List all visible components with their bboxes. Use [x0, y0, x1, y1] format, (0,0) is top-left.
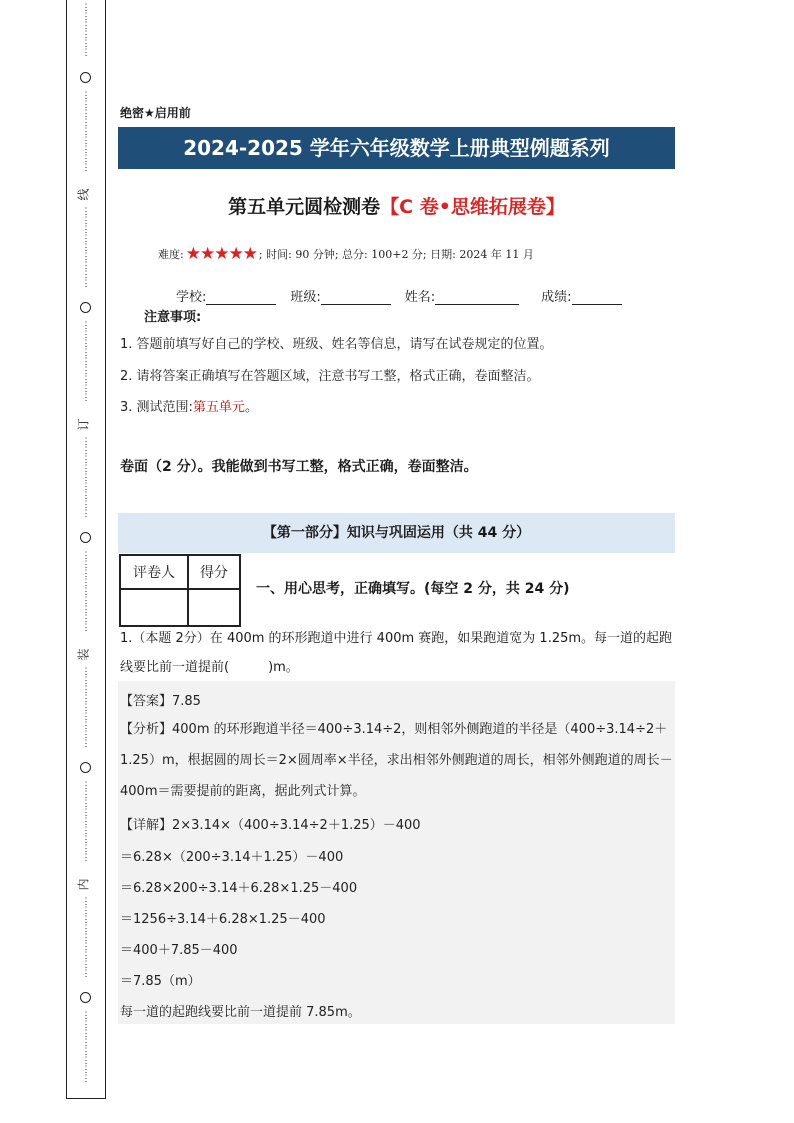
test-scope: 第五单元	[192, 400, 245, 415]
difficulty-stars-icon: ★★★★★	[185, 244, 257, 264]
notice-item-1: 1. 答题前填写好自己的学校、班级、姓名等信息，请写在试卷规定的位置。	[120, 337, 553, 352]
dotted-line: ⋮ ⋮ ⋮ ⋮ ⋮ ⋮ ⋮ ⋮ ⋮	[81, 437, 91, 519]
difficulty-label: 难度:	[158, 248, 184, 261]
binding-char-bind: 装	[76, 648, 91, 661]
notice-title: 注意事项:	[144, 310, 202, 325]
secret-label: 绝密★启用前	[120, 106, 191, 120]
detail-step-4: ＝1256÷3.14＋6.28×1.25－400	[120, 912, 326, 927]
binding-char-inside: 内	[76, 878, 91, 891]
binding-hole-icon	[80, 532, 91, 543]
exam-info: ; 时间: 90 分钟; 总分: 100+2 分; 日期: 2024 年 11 月	[258, 248, 534, 261]
binding-char-line: 线	[76, 188, 91, 201]
binding-hole-icon	[80, 992, 91, 1003]
binding-margin	[66, 0, 106, 1099]
exam-meta	[158, 244, 534, 264]
dotted-line: ⋮ ⋮ ⋮ ⋮ ⋮ ⋮ ⋮ ⋮	[81, 1011, 91, 1084]
dotted-line: ⋮ ⋮ ⋮ ⋮ ⋮ ⋮ ⋮ ⋮ ⋮	[81, 667, 91, 749]
binding-hole-icon	[80, 762, 91, 773]
answer-conclusion: 每一道的起跑线要比前一道提前 7.85m。	[120, 1005, 361, 1020]
dotted-line: ⋮ ⋮ ⋮ ⋮ ⋮ ⋮	[81, 3, 91, 58]
section-one-heading: 一、用心思考，正确填写。(每空 2 分，共 24 分)	[256, 581, 570, 597]
dotted-line: ⋮ ⋮ ⋮ ⋮ ⋮ ⋮ ⋮ ⋮ ⋮	[81, 91, 91, 173]
score-field[interactable]: 成绩:	[541, 286, 621, 305]
detail-step-1: 【详解】2×3.14×（400÷3.14÷2＋1.25）－400	[120, 818, 421, 833]
detail-step-2: ＝6.28×（200÷3.14＋1.25）－400	[120, 850, 344, 865]
detail-step-6: ＝7.85（m）	[120, 974, 201, 989]
dotted-line: ⋮ ⋮ ⋮ ⋮ ⋮ ⋮ ⋮ ⋮ ⋮	[81, 207, 91, 289]
binding-char-order: 订	[76, 418, 91, 431]
binding-hole-icon	[80, 72, 91, 83]
question-1: 1.（本题 2分）在 400m 的环形跑道中进行 400m 赛跑，如果跑道宽为 1.25m。每一道的起跑线要比前一道提前( )m。	[120, 631, 673, 675]
grader-header: 评卷人	[120, 555, 188, 589]
dotted-line: ⋮ ⋮ ⋮ ⋮ ⋮ ⋮ ⋮ ⋮ ⋮	[81, 551, 91, 633]
exam-title-main: 第五单元圆检测卷	[228, 196, 381, 218]
part-one-heading: 【第一部分】知识与巩固运用（共 44 分）	[118, 513, 675, 553]
binding-hole-icon	[80, 302, 91, 313]
series-banner: 2024-2025 学年六年级数学上册典型例题系列	[118, 127, 675, 169]
class-field[interactable]: 班级:	[290, 286, 390, 305]
dotted-line: ⋮ ⋮ ⋮ ⋮ ⋮ ⋮ ⋮ ⋮ ⋮	[81, 321, 91, 403]
grader-cell[interactable]	[120, 589, 188, 626]
notice-item-3: 3. 测试范围:第五单元。	[120, 400, 258, 415]
name-field[interactable]: 姓名:	[405, 286, 519, 305]
grader-score-table	[119, 554, 241, 627]
exam-title	[118, 192, 675, 219]
detail-step-5: ＝400＋7.85－400	[120, 943, 238, 958]
score-header: 得分	[188, 555, 240, 589]
notice-item-2: 2. 请将答案正确填写在答题区域，注意书写工整，格式正确，卷面整洁。	[120, 369, 540, 384]
neatness-statement: 卷面（2 分）。我能做到书写工整，格式正确，卷面整洁。	[120, 459, 478, 475]
score-cell[interactable]	[188, 589, 240, 626]
analysis-text: 【分析】400m 的环形跑道半径＝400÷3.14÷2，则相邻外侧跑道的半径是（400÷3.14÷2＋1.25）m，根据圆的周长＝2×圆周率×半径，求出相邻外侧跑道的周长，相邻外侧跑道的周长－400m＝需要提前的距离，据此列式计算。	[120, 722, 673, 799]
exam-title-variant: 【C 卷•思维拓展卷】	[380, 196, 565, 218]
dotted-line: ⋮ ⋮ ⋮ ⋮ ⋮ ⋮ ⋮ ⋮ ⋮	[81, 781, 91, 863]
student-info-fields	[176, 286, 622, 305]
school-field[interactable]: 学校:	[176, 286, 276, 305]
dotted-line: ⋮ ⋮ ⋮ ⋮ ⋮ ⋮ ⋮ ⋮ ⋮	[81, 897, 91, 979]
answer-line: 【答案】7.85	[120, 694, 201, 709]
detail-step-3: ＝6.28×200÷3.14＋6.28×1.25－400	[120, 881, 358, 896]
